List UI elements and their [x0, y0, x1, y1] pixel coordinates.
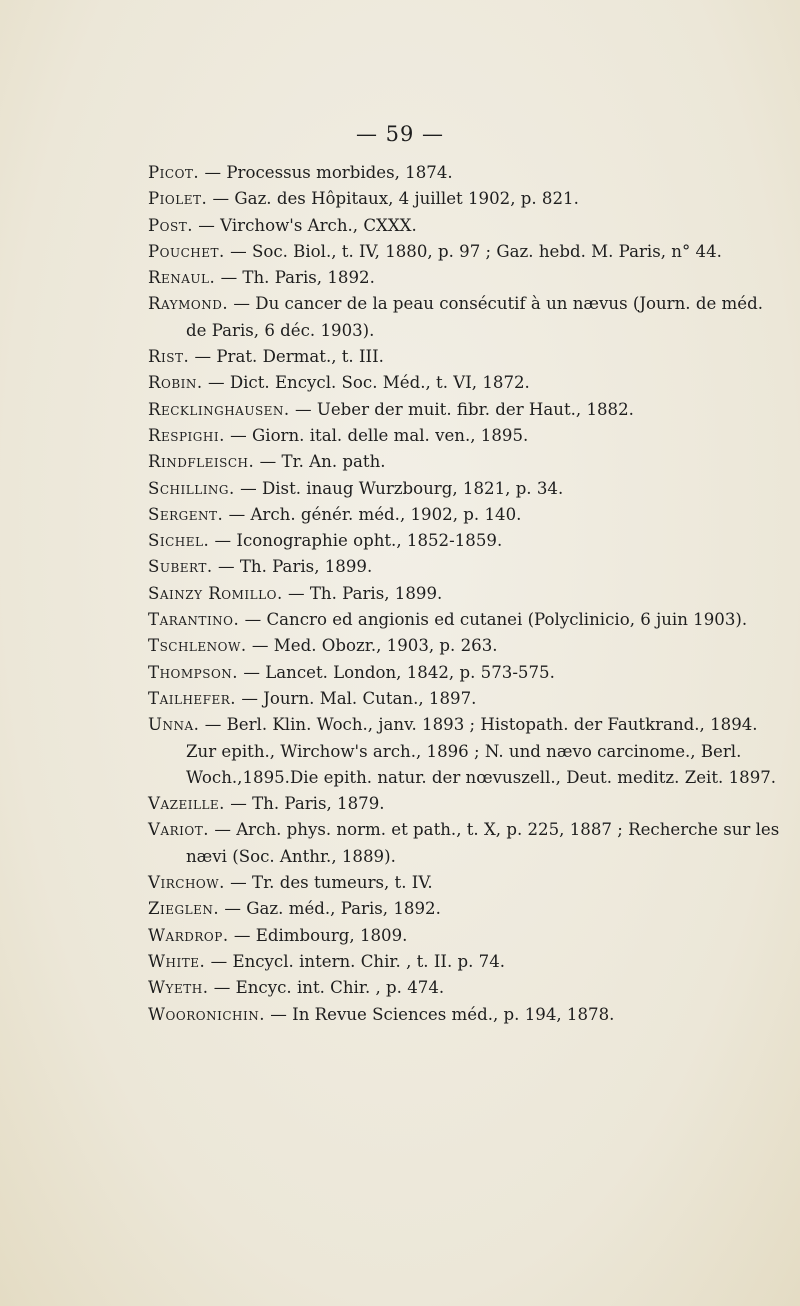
- author-name: Tschlenow.: [148, 636, 247, 656]
- reference-text: — Tr. An. path.: [259, 452, 386, 472]
- bibliography-entry: [148, 449, 788, 475]
- bibliography-entry: [148, 291, 788, 344]
- reference-text: — Th. Paris, 1892.: [220, 268, 375, 288]
- author-name: Zieglen.: [148, 899, 220, 919]
- bibliography-list: [148, 160, 788, 1028]
- author-name: Picot.: [148, 163, 200, 182]
- author-name: Wyeth.: [148, 978, 209, 998]
- reference-text: — Tr. des tumeurs, t. IV.: [230, 873, 433, 893]
- bibliography-entry: [148, 476, 788, 502]
- bibliography-entry: [148, 870, 788, 896]
- bibliography-entry: [148, 370, 788, 396]
- reference-text: — Iconographie opht., 1852-1859.: [214, 531, 503, 551]
- bibliography-entry: [148, 423, 788, 449]
- author-name: Rindfleisch.: [148, 452, 255, 472]
- reference-text: — Encycl. intern. Chir. , t. II. p. 74.: [210, 951, 506, 971]
- page-number: — 59 —: [355, 122, 445, 146]
- author-name: Tailhefer.: [148, 688, 237, 708]
- reference-text: — Prat. Dermat., t. III.: [194, 347, 384, 367]
- bibliography-entry: [148, 581, 788, 607]
- reference-text: — Med. Obozr., 1903, p. 263.: [251, 636, 498, 656]
- author-name: Rist.: [148, 347, 190, 367]
- reference-text: — Th. Paris, 1899.: [288, 583, 443, 603]
- author-name: Wardrop.: [148, 925, 229, 945]
- author-name: Tarantino.: [148, 610, 240, 630]
- author-name: Recklinghausen.: [148, 399, 290, 419]
- reference-text: — Giorn. ital. delle mal. ven., 1895.: [230, 425, 529, 445]
- author-name: Renaul.: [148, 268, 216, 288]
- bibliography-entry: [148, 502, 788, 528]
- author-name: Respighi.: [148, 425, 225, 445]
- author-name: Robin.: [148, 373, 203, 393]
- author-name: Virchow.: [148, 873, 225, 893]
- reference-text: — Soc. Biol., t. IV, 1880, p. 97 ; Gaz. hebd. M. Paris, n° 44.: [230, 241, 722, 261]
- reference-text: — Encyc. int. Chir. , p. 474.: [213, 978, 445, 998]
- bibliography-entry: [148, 975, 788, 1001]
- author-name: Sainzy Romillo.: [148, 583, 283, 603]
- bibliography-entry: [148, 633, 788, 659]
- author-name: Raymond.: [148, 294, 229, 314]
- reference-text: — Edimbourg, 1809.: [233, 925, 408, 945]
- author-name: Piolet.: [148, 189, 208, 209]
- bibliography-entry: [148, 660, 788, 686]
- bibliography-entry: [148, 896, 788, 922]
- reference-text: — Dist. inaug Wurzbourg, 1821, p. 34.: [240, 478, 564, 498]
- author-name: Variot.: [148, 820, 210, 840]
- author-name: Sichel.: [148, 531, 210, 551]
- reference-text: — Journ. Mal. Cutan., 1897.: [241, 688, 477, 708]
- author-name: Wooronichin.: [148, 1004, 266, 1024]
- author-name: Pouchet.: [148, 241, 225, 261]
- reference-text: — Arch. phys. norm. et path., t. X, p. 225, 1887 ; Recherche sur les nævi (Soc. Anthr., 1889).: [186, 820, 780, 866]
- reference-text: — Virchow's Arch., CXXX.: [198, 215, 417, 235]
- reference-text: — In Revue Sciences méd., p. 194, 1878.: [270, 1004, 615, 1024]
- author-name: Vazeille.: [148, 794, 225, 814]
- bibliography-entry: [148, 949, 788, 975]
- author-name: White.: [148, 951, 206, 971]
- author-name: Sergent.: [148, 504, 224, 524]
- author-name: Thompson.: [148, 662, 239, 682]
- reference-text: — Du cancer de la peau consécutif à un nævus (Journ. de méd. de Paris, 6 déc. 1903).: [186, 294, 763, 340]
- author-name: Unna.: [148, 715, 200, 735]
- author-name: Schilling.: [148, 478, 235, 498]
- reference-text: — Dict. Encycl. Soc. Méd., t. VI, 1872.: [207, 373, 530, 393]
- bibliography-entry: [148, 686, 788, 712]
- reference-text: — Processus morbides, 1874.: [204, 163, 453, 182]
- bibliography-entry: [148, 554, 788, 580]
- author-name: Post.: [148, 215, 194, 235]
- author-name: Subert.: [148, 557, 213, 577]
- bibliography-entry: [148, 923, 788, 949]
- bibliography-entry: [148, 397, 788, 423]
- bibliography-entry: [148, 712, 788, 791]
- reference-text: — Ueber der muit. fibr. der Haut., 1882.: [294, 399, 634, 419]
- bibliography-entry: [148, 344, 788, 370]
- bibliography-entry: [148, 528, 788, 554]
- reference-text: — Gaz. des Hôpitaux, 4 juillet 1902, p. 821.: [212, 189, 579, 209]
- reference-text: — Th. Paris, 1879.: [230, 794, 385, 814]
- reference-text: — Gaz. méd., Paris, 1892.: [224, 899, 441, 919]
- bibliography-entry: [148, 186, 788, 212]
- bibliography-entry: [148, 265, 788, 291]
- bibliography-entry: [148, 160, 788, 186]
- bibliography-entry: [148, 607, 788, 633]
- bibliography-entry: [148, 239, 788, 265]
- reference-text: — Lancet. London, 1842, p. 573-575.: [243, 662, 555, 682]
- reference-text: — Berl. Klin. Woch., janv. 1893 ; Histopath. der Fautkrand., 1894. Zur epith., Wirchow's arch., 1896 ; N. und nævo carcinome., Berl. Woch.,1895.Die epith. natur. der nœvuszell., Deut. meditz. Zeit. 1897.: [186, 715, 777, 787]
- bibliography-entry: [148, 1002, 788, 1028]
- bibliography-entry: [148, 213, 788, 239]
- reference-text: — Th. Paris, 1899.: [217, 557, 373, 577]
- bibliography-entry: [148, 817, 788, 870]
- bibliography-entry: [148, 791, 788, 817]
- reference-text: — Cancro ed angionis ed cutanei (Polyclinicio, 6 juin 1903).: [244, 610, 748, 630]
- reference-text: — Arch. génér. méd., 1902, p. 140.: [228, 504, 522, 524]
